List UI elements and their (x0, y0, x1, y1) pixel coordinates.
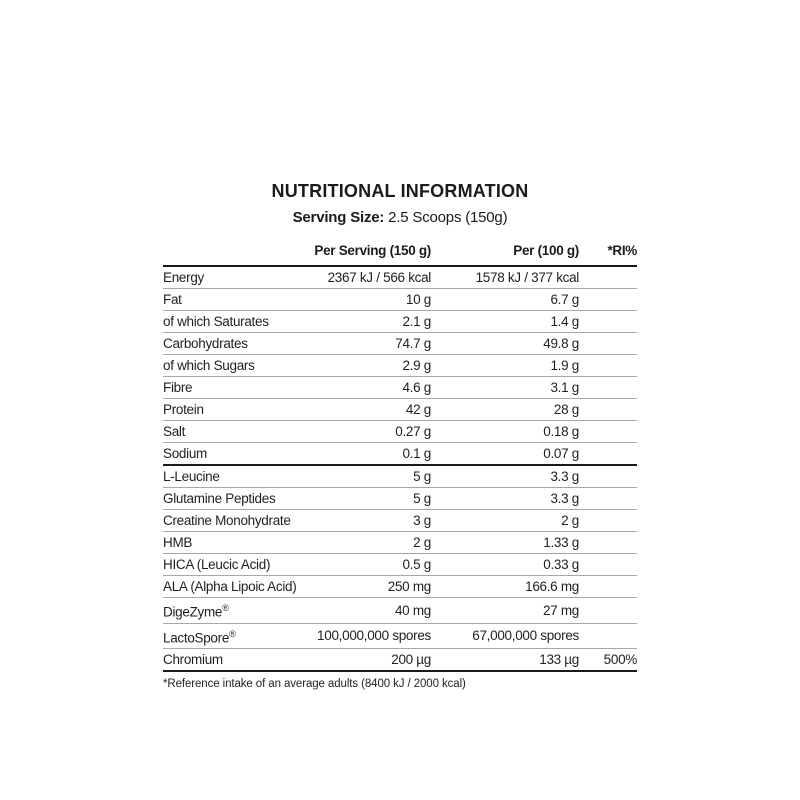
cell-per-100g: 28 g (431, 399, 579, 421)
cell-nutrient-name: Chromium (163, 649, 313, 672)
cell-nutrient-name: Protein (163, 399, 313, 421)
cell-ri-percent (579, 443, 637, 466)
cell-per-serving: 0.27 g (313, 421, 431, 443)
cell-per-100g: 6.7 g (431, 289, 579, 311)
cell-ri-percent (579, 598, 637, 624)
cell-nutrient-name: Fibre (163, 377, 313, 399)
cell-nutrient-name: Glutamine Peptides (163, 488, 313, 510)
cell-per-100g: 67,000,000 spores (431, 623, 579, 649)
page-title: NUTRITIONAL INFORMATION (271, 181, 529, 201)
cell-per-100g: 27 mg (431, 598, 579, 624)
cell-per-serving: 10 g (313, 289, 431, 311)
cell-ri-percent (579, 623, 637, 649)
cell-per-serving: 42 g (313, 399, 431, 421)
cell-nutrient-name: of which Saturates (163, 311, 313, 333)
table-row (163, 421, 637, 443)
cell-ri-percent (579, 311, 637, 333)
serving-size-line (163, 209, 637, 226)
header-ri-percent: *RI% (579, 243, 637, 266)
table-row (163, 355, 637, 377)
cell-nutrient-name: Energy (163, 266, 313, 289)
cell-per-serving: 250 mg (313, 576, 431, 598)
cell-per-serving: 2367 kJ / 566 kcal (313, 266, 431, 289)
cell-per-100g: 0.33 g (431, 554, 579, 576)
cell-per-100g: 0.18 g (431, 421, 579, 443)
registered-trademark-symbol: ® (229, 628, 236, 639)
cell-ri-percent (579, 377, 637, 399)
nutrition-table (163, 243, 637, 672)
cell-per-100g: 1.9 g (431, 355, 579, 377)
table-row (163, 399, 637, 421)
serving-size-value: 2.5 Scoops (150g) (384, 209, 508, 226)
table-row (163, 443, 637, 466)
cell-per-serving: 0.1 g (313, 443, 431, 466)
cell-per-100g: 3.3 g (431, 488, 579, 510)
table-row (163, 649, 637, 672)
cell-ri-percent (579, 510, 637, 532)
cell-per-serving: 2.1 g (313, 311, 431, 333)
cell-per-serving: 5 g (313, 465, 431, 488)
table-header-row (163, 243, 637, 266)
serving-size-label: Serving Size: (292, 209, 385, 226)
cell-ri-percent (579, 289, 637, 311)
cell-per-100g: 3.1 g (431, 377, 579, 399)
cell-nutrient-name: DigeZyme® (163, 598, 313, 624)
table-row (163, 623, 637, 649)
cell-per-serving: 2 g (313, 532, 431, 554)
cell-per-100g: 0.07 g (431, 443, 579, 466)
cell-ri-percent (579, 333, 637, 355)
registered-trademark-symbol: ® (222, 603, 229, 613)
cell-nutrient-name: Carbohydrates (163, 333, 313, 355)
cell-per-serving: 40 mg (313, 598, 431, 624)
header-nutrient (163, 243, 313, 266)
cell-ri-percent (579, 532, 637, 554)
cell-per-serving: 5 g (313, 488, 431, 510)
table-row (163, 598, 637, 624)
cell-nutrient-name: Creatine Monohydrate (163, 510, 313, 532)
cell-per-100g: 49.8 g (431, 333, 579, 355)
table-row (163, 289, 637, 311)
cell-per-100g: 1.33 g (431, 532, 579, 554)
cell-nutrient-name: L-Leucine (163, 465, 313, 488)
table-row (163, 333, 637, 355)
cell-per-serving: 4.6 g (313, 377, 431, 399)
table-row (163, 377, 637, 399)
table-row (163, 554, 637, 576)
table-row (163, 488, 637, 510)
cell-per-100g: 1.4 g (431, 311, 579, 333)
table-row (163, 465, 637, 488)
table-row (163, 510, 637, 532)
cell-ri-percent (579, 266, 637, 289)
cell-nutrient-name: Sodium (163, 443, 313, 466)
cell-nutrient-name: LactoSpore® (163, 623, 313, 649)
table-row (163, 576, 637, 598)
cell-nutrient-name: Salt (163, 421, 313, 443)
cell-ri-percent (579, 421, 637, 443)
cell-per-serving: 2.9 g (313, 355, 431, 377)
cell-per-100g: 1578 kJ / 377 kcal (431, 266, 579, 289)
cell-per-serving: 74.7 g (313, 333, 431, 355)
cell-ri-percent (579, 399, 637, 421)
cell-per-serving: 0.5 g (313, 554, 431, 576)
cell-nutrient-name: Fat (163, 289, 313, 311)
cell-ri-percent: 500% (579, 649, 637, 672)
cell-nutrient-name: ALA (Alpha Lipoic Acid) (163, 576, 313, 598)
footnote: *Reference intake of an average adults (8400 kJ / 2000 kcal) (163, 678, 466, 690)
cell-ri-percent (579, 465, 637, 488)
cell-nutrient-name: of which Sugars (163, 355, 313, 377)
cell-nutrient-name: HICA (Leucic Acid) (163, 554, 313, 576)
cell-per-100g: 2 g (431, 510, 579, 532)
table-row (163, 532, 637, 554)
cell-per-100g: 166.6 mg (431, 576, 579, 598)
table-row (163, 266, 637, 289)
nutrition-label-panel (163, 182, 637, 691)
cell-ri-percent (579, 488, 637, 510)
header-per-100g: Per (100 g) (431, 243, 579, 266)
cell-ri-percent (579, 554, 637, 576)
header-per-serving: Per Serving (150 g) (313, 243, 431, 266)
cell-per-serving: 200 µg (313, 649, 431, 672)
cell-ri-percent (579, 576, 637, 598)
cell-per-serving: 100,000,000 spores (313, 623, 431, 649)
cell-nutrient-name: HMB (163, 532, 313, 554)
cell-per-100g: 133 µg (431, 649, 579, 672)
cell-per-serving: 3 g (313, 510, 431, 532)
cell-ri-percent (579, 355, 637, 377)
table-row (163, 311, 637, 333)
cell-per-100g: 3.3 g (431, 465, 579, 488)
